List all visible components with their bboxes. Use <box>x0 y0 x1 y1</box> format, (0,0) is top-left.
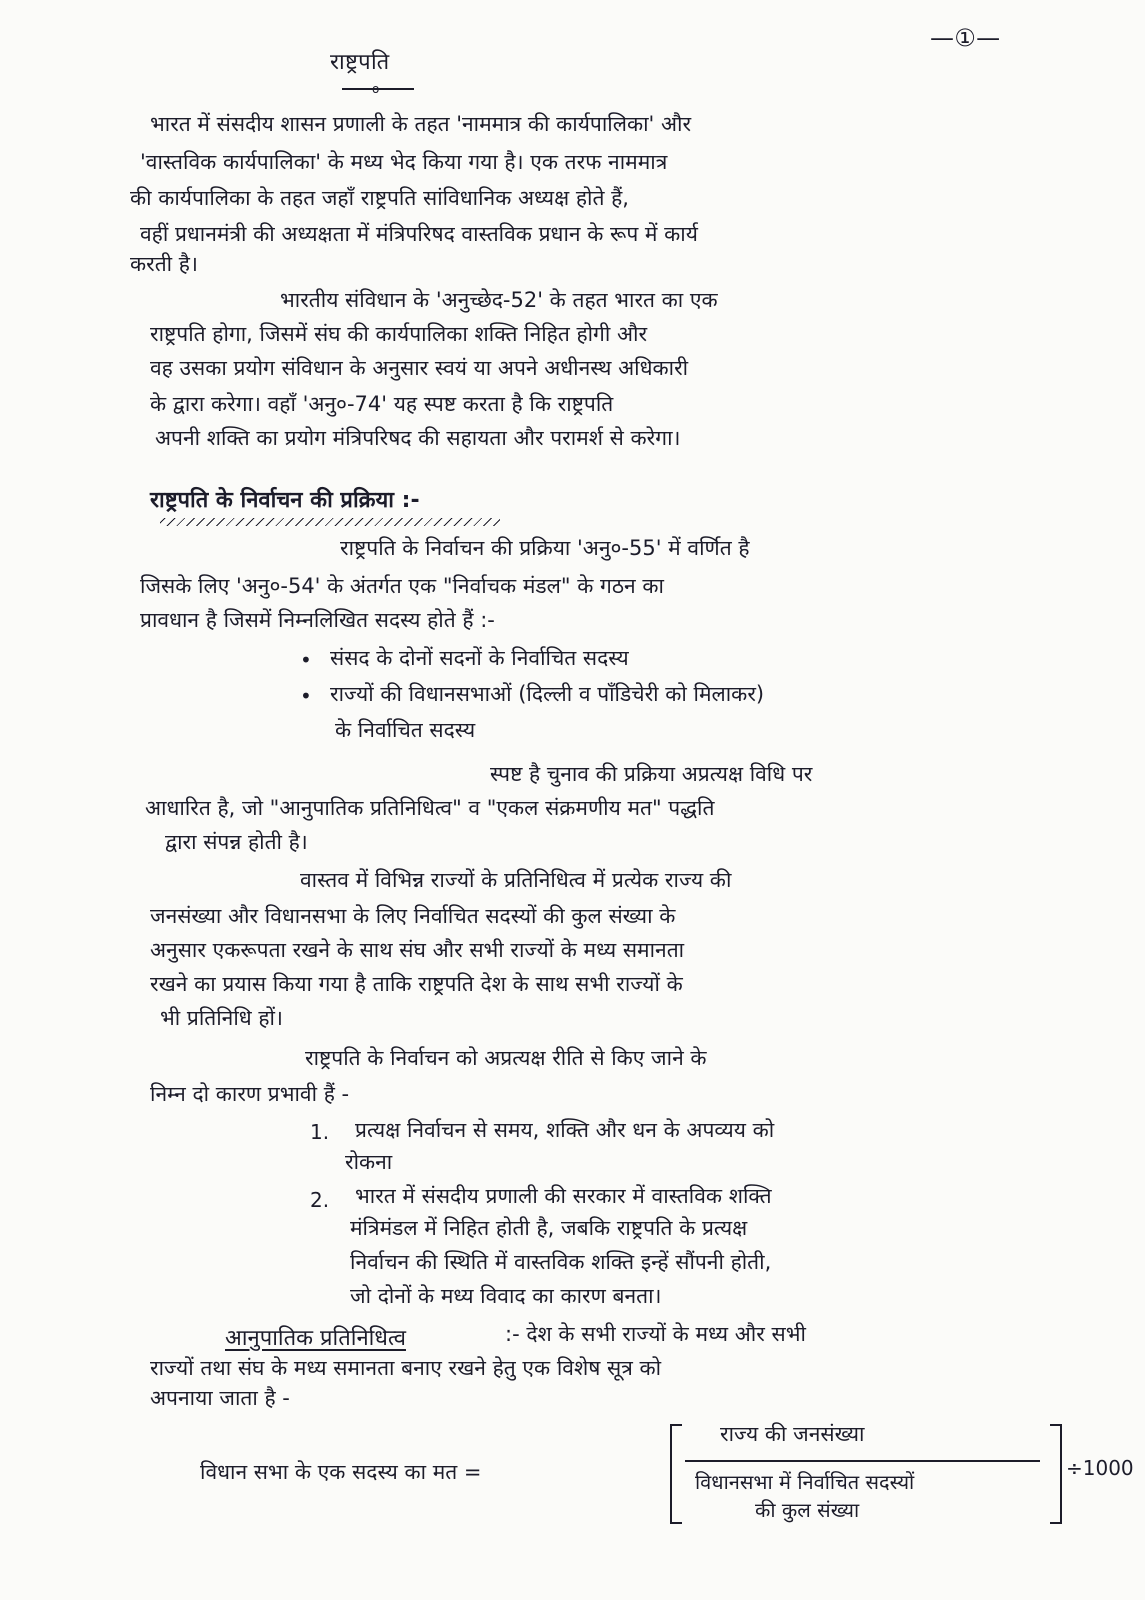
bullet-dot: • <box>300 684 312 708</box>
para3-line: जिसके लिए 'अनु०-54' के अंतर्गत एक "निर्वाचक मंडल" के गठन का <box>140 574 664 598</box>
reason-number: 1. <box>310 1120 330 1144</box>
formula-divisor: ÷1000 <box>1066 1456 1134 1480</box>
para4-line: आधारित है, जो "आनुपातिक प्रतिनिधित्व" व "एकल संक्रमणीय मत" पद्धति <box>145 796 715 820</box>
reason-line: मंत्रिमंडल में निहित होती है, जबकि राष्ट्रपति के प्रत्यक्ष <box>350 1216 748 1240</box>
title-mark: o <box>372 82 380 96</box>
section-heading-proportional: आनुपातिक प्रतिनिधित्व <box>225 1326 406 1351</box>
heading-wavy-underline <box>160 518 500 526</box>
para2-line: के द्वारा करेगा। वहाँ 'अनु०-74' यह स्पष्ट करता है कि राष्ट्रपति <box>150 392 614 416</box>
para7-line: राज्यों तथा संघ के मध्य समानता बनाए रखने हेतु एक विशेष सूत्र को <box>150 1356 662 1380</box>
bullet-item-continued: के निर्वाचित सदस्य <box>335 718 476 742</box>
page-title: राष्ट्रपति <box>330 50 390 75</box>
formula-denominator: की कुल संख्या <box>755 1498 860 1522</box>
formula-lhs: विधान सभा के एक सदस्य का मत = <box>200 1460 482 1484</box>
para6-line: निम्न दो कारण प्रभावी हैं - <box>150 1082 350 1106</box>
reason-line: भारत में संसदीय प्रणाली की सरकार में वास्तविक शक्ति <box>355 1184 772 1208</box>
para7-line: अपनाया जाता है - <box>150 1386 290 1410</box>
section-heading-election: राष्ट्रपति के निर्वाचन की प्रक्रिया :- <box>150 488 420 513</box>
para2-line: राष्ट्रपति होगा, जिसमें संघ की कार्यपालिका शक्ति निहित होगी और <box>150 322 648 346</box>
page-number: —①— <box>930 24 1001 52</box>
bullet-item: राज्यों की विधानसभाओं (दिल्ली व पाँडिचेरी को मिलाकर) <box>330 682 765 706</box>
intro-line: 'वास्तविक कार्यपालिका' के मध्य भेद किया गया है। एक तरफ नाममात्र <box>140 150 668 174</box>
reason-line: प्रत्यक्ष निर्वाचन से समय, शक्ति और धन के अपव्यय को <box>355 1118 775 1142</box>
reason-line: निर्वाचन की स्थिति में वास्तविक शक्ति इन्हें सौंपनी होती, <box>350 1250 772 1274</box>
para3-line: प्रावधान है जिसमें निम्नलिखित सदस्य होते हैं :- <box>140 608 495 632</box>
intro-line: करती है। <box>130 252 198 276</box>
reason-line: जो दोनों के मध्य विवाद का कारण बनता। <box>350 1284 662 1308</box>
bullet-item: संसद के दोनों सदनों के निर्वाचित सदस्य <box>330 646 629 670</box>
para7-line: :- देश के सभी राज्यों के मध्य और सभी <box>505 1322 806 1346</box>
para5-line: रखने का प्रयास किया गया है ताकि राष्ट्रपति देश के साथ सभी राज्यों के <box>150 972 683 996</box>
vote-value-formula <box>200 1420 1134 1530</box>
para6-line: राष्ट्रपति के निर्वाचन को अप्रत्यक्ष रीति से किए जाने के <box>305 1046 707 1070</box>
bullet-dot: • <box>300 648 312 672</box>
para5-line: अनुसार एकरूपता रखने के साथ संघ और सभी राज्यों के मध्य समानता <box>150 938 685 962</box>
para3-line: राष्ट्रपति के निर्वाचन की प्रक्रिया 'अनु०-55' में वर्णित है <box>340 536 750 560</box>
para2-line: वह उसका प्रयोग संविधान के अनुसार स्वयं या अपने अधीनस्थ अधिकारी <box>150 356 689 380</box>
para5-line: वास्तव में विभिन्न राज्यों के प्रतिनिधित्व में प्रत्येक राज्य की <box>300 868 732 892</box>
intro-line: की कार्यपालिका के तहत जहाँ राष्ट्रपति सांविधानिक अध्यक्ष होते हैं, <box>130 186 629 210</box>
para2-line: अपनी शक्ति का प्रयोग मंत्रिपरिषद की सहायता और परामर्श से करेगा। <box>155 426 681 450</box>
formula-bracket-right <box>1050 1424 1062 1524</box>
intro-line: भारत में संसदीय शासन प्रणाली के तहत 'नाममात्र की कार्यपालिका' और <box>150 112 692 136</box>
formula-fraction-bar <box>685 1460 1040 1462</box>
para4-line: द्वारा संपन्न होती है। <box>165 830 308 854</box>
para2-line: भारतीय संविधान के 'अनुच्छेद-52' के तहत भारत का एक <box>280 288 718 312</box>
para5-line: जनसंख्या और विधानसभा के लिए निर्वाचित सदस्यों की कुल संख्या के <box>150 904 676 928</box>
formula-numerator: राज्य की जनसंख्या <box>720 1422 865 1446</box>
para4-line: स्पष्ट है चुनाव की प्रक्रिया अप्रत्यक्ष विधि पर <box>490 762 813 786</box>
formula-bracket-left <box>670 1424 682 1524</box>
intro-line: वहीं प्रधानमंत्री की अध्यक्षता में मंत्रिपरिषद वास्तविक प्रधान के रूप में कार्य <box>140 222 698 246</box>
reason-number: 2. <box>310 1188 330 1212</box>
para5-line: भी प्रतिनिधि हों। <box>160 1006 283 1030</box>
reason-line: रोकना <box>345 1150 393 1174</box>
formula-denominator: विधानसभा में निर्वाचित सदस्यों <box>695 1470 915 1494</box>
